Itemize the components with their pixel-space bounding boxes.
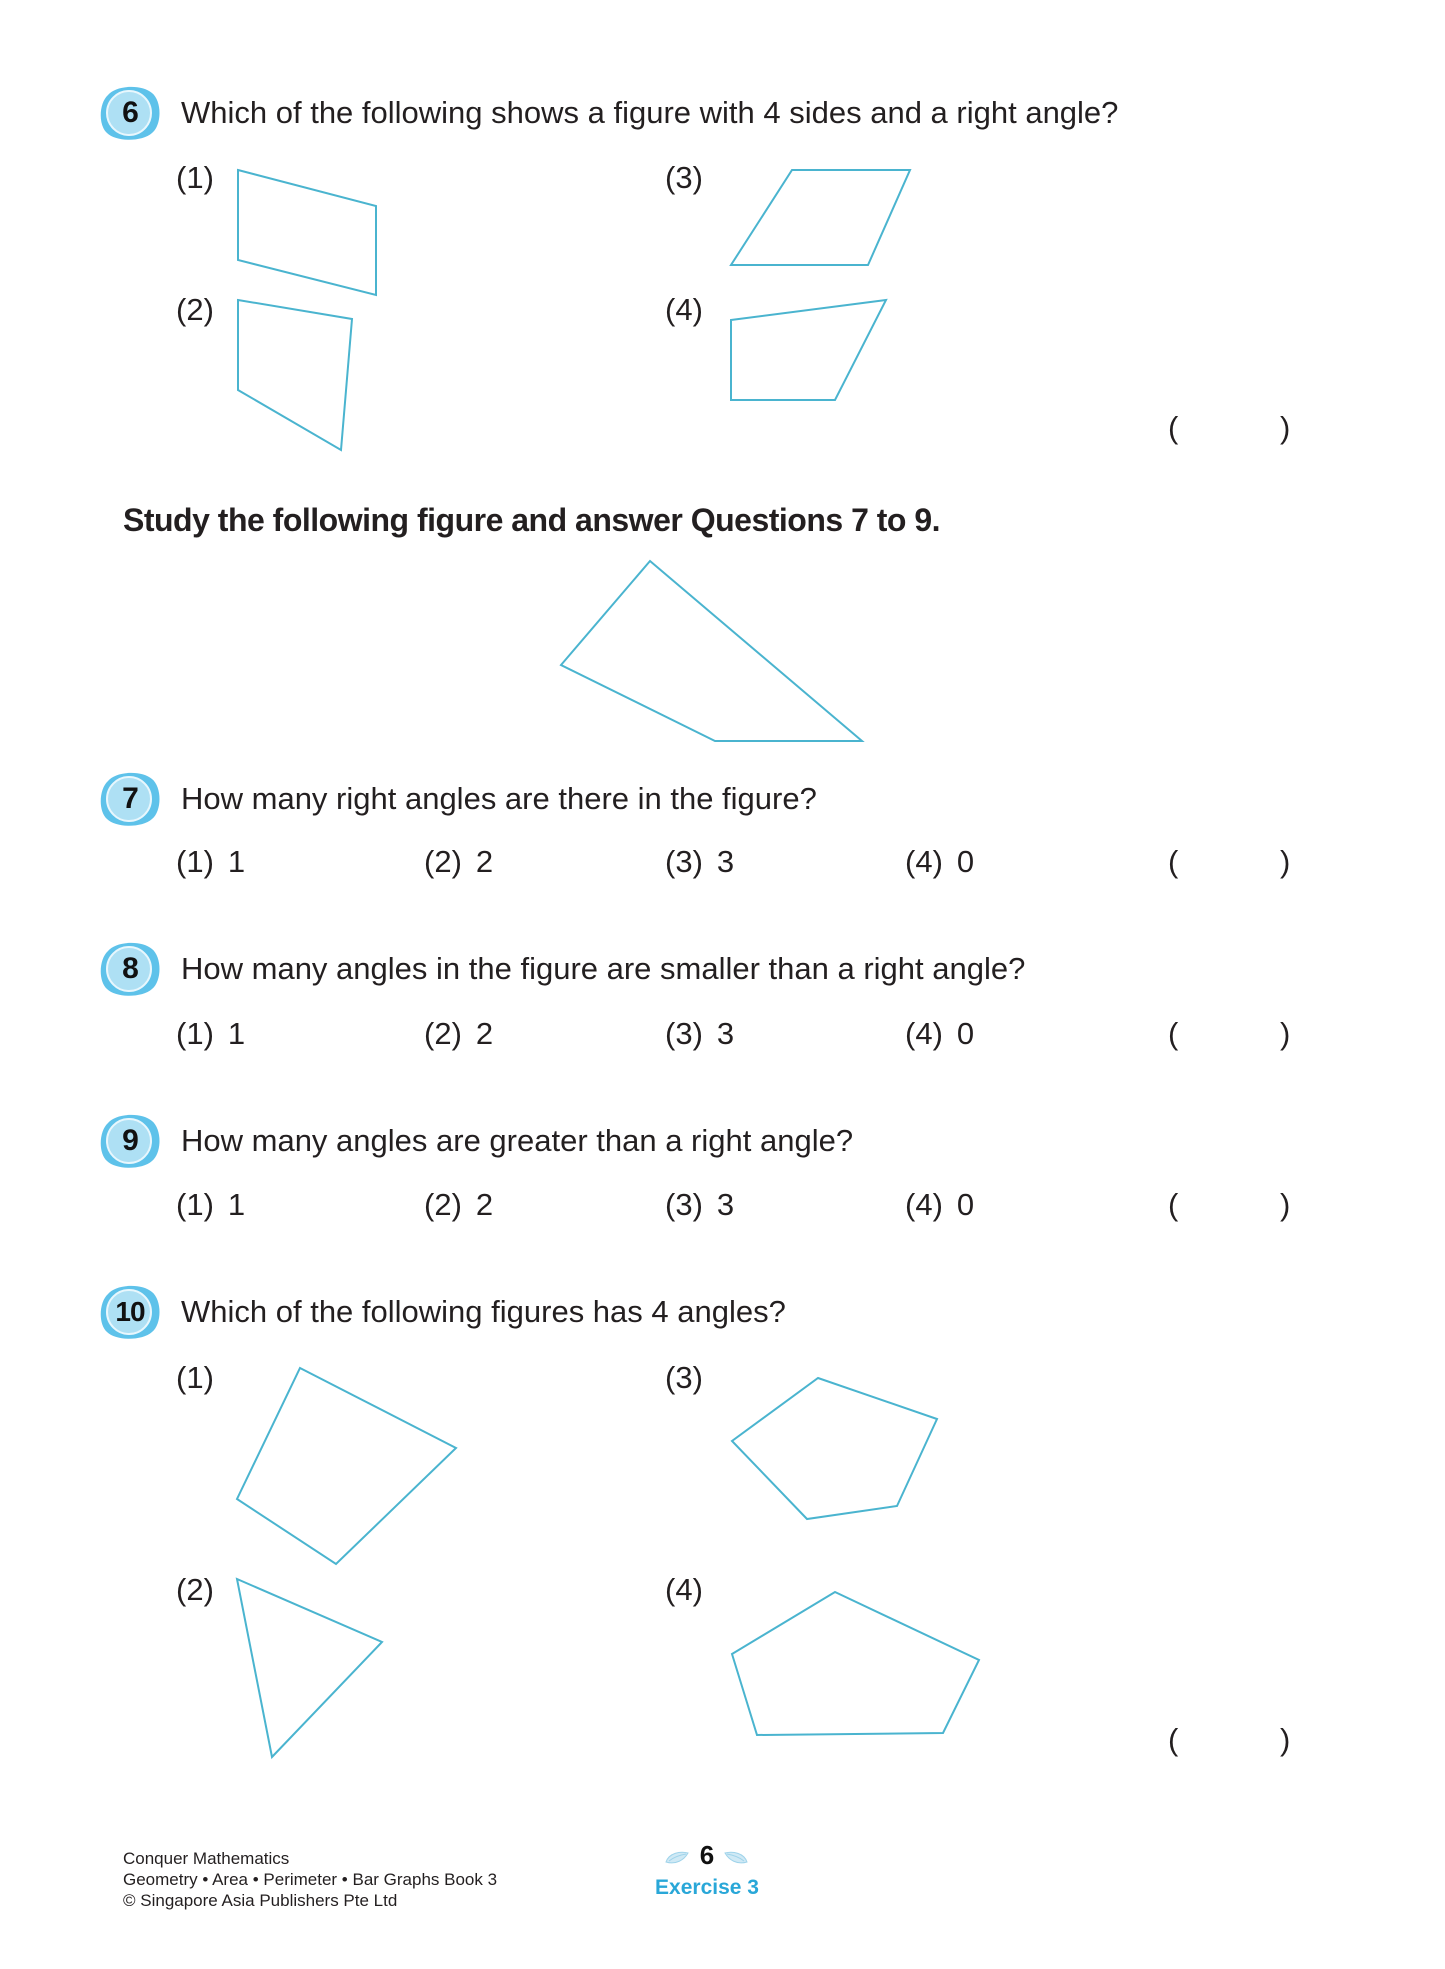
exercise-label: Exercise 3	[655, 1876, 759, 1899]
option-2[interactable]	[424, 1187, 493, 1223]
option-1[interactable]	[176, 1187, 245, 1223]
question-text: How many angles are greater than a right angle?	[181, 1123, 854, 1158]
question-number: 8	[122, 952, 138, 985]
option-value: 1	[227, 1016, 246, 1051]
option-3-label[interactable]: (3)	[665, 160, 703, 195]
study-figure-quadrilateral	[561, 561, 862, 741]
option-4[interactable]	[905, 844, 974, 880]
question-number-badge	[98, 85, 162, 141]
option-1-label[interactable]: (1)	[176, 160, 214, 195]
option-label: (3)	[665, 1187, 703, 1222]
option-3[interactable]	[665, 1187, 734, 1223]
option-value: 0	[956, 1187, 975, 1222]
option-2[interactable]	[424, 844, 493, 880]
option-4[interactable]	[905, 1187, 974, 1223]
question-number: 9	[122, 1124, 138, 1157]
answer-open-paren: (	[1168, 844, 1179, 879]
question-text: Which of the following figures has 4 angles?	[181, 1294, 786, 1329]
option-label: (4)	[905, 1187, 943, 1222]
footer-copyright: © Singapore Asia Publishers Pte Ltd	[123, 1891, 398, 1910]
q10-figure-1	[237, 1368, 456, 1564]
q6-figure-4	[731, 300, 886, 400]
answer-open-paren: (	[1168, 410, 1179, 445]
option-label: (1)	[176, 844, 214, 879]
section-instruction: Study the following figure and answer Questions 7 to 9.	[123, 502, 941, 538]
answer-close-paren: )	[1280, 1722, 1291, 1757]
option-4-label[interactable]: (4)	[665, 1572, 703, 1607]
answer-close-paren: )	[1280, 1016, 1291, 1051]
option-4[interactable]	[905, 1016, 974, 1052]
option-1[interactable]	[176, 844, 245, 880]
question-text: How many right angles are there in the figure?	[181, 781, 817, 816]
option-1-label[interactable]: (1)	[176, 1360, 214, 1395]
option-value: 0	[956, 844, 975, 879]
option-value: 2	[475, 1187, 494, 1222]
answer-blank[interactable]	[1185, 410, 1280, 446]
option-2[interactable]	[424, 1016, 493, 1052]
answer-blank[interactable]	[1185, 1187, 1280, 1223]
q6-figure-2	[238, 300, 352, 450]
answer-close-paren: )	[1280, 844, 1291, 879]
footer-book-title: Geometry • Area • Perimeter • Bar Graphs Book 3	[123, 1870, 498, 1889]
question-text: How many angles in the figure are smaller than a right angle?	[181, 951, 1026, 986]
q10-figure-4	[732, 1592, 979, 1735]
option-3[interactable]	[665, 844, 734, 880]
answer-close-paren: )	[1280, 410, 1291, 445]
option-label: (2)	[424, 1016, 462, 1051]
q10-figure-3	[732, 1378, 937, 1519]
option-label: (2)	[424, 844, 462, 879]
option-2-label[interactable]: (2)	[176, 292, 214, 327]
page-number: 6	[699, 1840, 715, 1870]
question-number-badge	[98, 771, 162, 827]
option-value: 3	[716, 844, 735, 879]
answer-blank[interactable]	[1185, 1016, 1280, 1052]
footer-credits	[123, 1848, 497, 1911]
question-number-badge	[98, 1113, 162, 1169]
footer-series-title: Conquer Mathematics	[123, 1849, 290, 1868]
q10-figure-2	[237, 1579, 382, 1757]
question-text: Which of the following shows a figure with 4 sides and a right angle?	[181, 95, 1119, 130]
option-value: 3	[716, 1016, 735, 1051]
option-label: (1)	[176, 1016, 214, 1051]
q6-figure-3	[731, 170, 910, 265]
option-value: 1	[227, 844, 246, 879]
option-value: 0	[956, 1016, 975, 1051]
answer-open-paren: (	[1168, 1187, 1179, 1222]
option-value: 3	[716, 1187, 735, 1222]
option-4-label[interactable]: (4)	[665, 292, 703, 327]
question-number: 10	[115, 1296, 145, 1327]
answer-open-paren: (	[1168, 1722, 1179, 1757]
option-3[interactable]	[665, 1016, 734, 1052]
question-number: 7	[122, 782, 138, 815]
option-label: (3)	[665, 844, 703, 879]
option-value: 2	[475, 844, 494, 879]
question-number: 6	[122, 96, 138, 129]
option-3-label[interactable]: (3)	[665, 1360, 703, 1395]
question-number-badge	[98, 941, 162, 997]
answer-blank[interactable]	[1185, 1722, 1280, 1758]
answer-blank[interactable]	[1185, 844, 1280, 880]
leaf-ornament-right-icon	[723, 1850, 749, 1866]
option-1[interactable]	[176, 1016, 245, 1052]
question-number-badge	[98, 1284, 162, 1340]
option-value: 2	[475, 1016, 494, 1051]
answer-open-paren: (	[1168, 1016, 1179, 1051]
option-label: (4)	[905, 844, 943, 879]
option-value: 1	[227, 1187, 246, 1222]
option-label: (4)	[905, 1016, 943, 1051]
answer-close-paren: )	[1280, 1187, 1291, 1222]
option-label: (3)	[665, 1016, 703, 1051]
option-2-label[interactable]: (2)	[176, 1572, 214, 1607]
option-label: (2)	[424, 1187, 462, 1222]
q6-figure-1	[238, 170, 376, 295]
option-label: (1)	[176, 1187, 214, 1222]
